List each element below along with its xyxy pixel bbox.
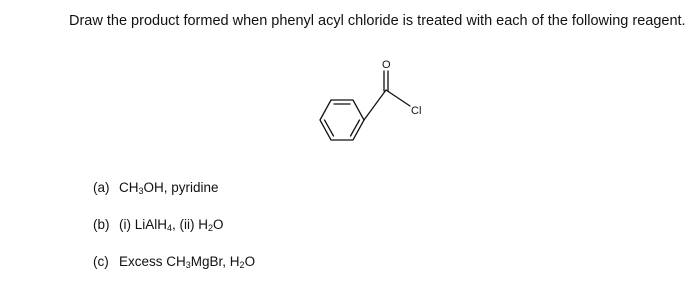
formula-text: OH, pyridine (143, 180, 219, 195)
reagent-letter: (b) (93, 217, 110, 232)
formula-text: , (ii) H (172, 217, 209, 232)
reagent-letter: (c) (93, 254, 109, 269)
reagent-letter: (a) (93, 180, 110, 195)
formula-text: (i) LiAlH (119, 217, 168, 232)
reagent-formula (119, 180, 219, 195)
benzoyl-chloride-structure (310, 50, 440, 160)
formula-text: CH (119, 180, 139, 195)
formula-text: O (244, 254, 256, 269)
formula-subscript: 2 (239, 260, 245, 270)
oxygen-label: O (382, 59, 391, 71)
carbon-chlorine-bond (386, 90, 410, 106)
question-text: Draw the product formed when phenyl acyl chloride is treated with each of the following reagent. (69, 13, 686, 29)
aromatic-double-bond (351, 120, 360, 136)
formula-text: Excess CH (119, 254, 186, 269)
reagent-formula (119, 217, 224, 232)
formula-subscript: 4 (167, 223, 173, 233)
chlorine-label: Cl (411, 105, 422, 117)
formula-subscript: 3 (185, 260, 191, 270)
formula-subscript: 2 (208, 223, 214, 233)
benzene-ring (320, 100, 364, 140)
reagent-formula (119, 254, 255, 269)
formula-text: MgBr, H (190, 254, 240, 269)
ring-carbonyl-bond (364, 90, 386, 120)
reagent-item (93, 254, 255, 269)
formula-text: O (213, 217, 224, 232)
aromatic-double-bond (325, 120, 334, 136)
formula-subscript: 3 (138, 186, 144, 196)
reagent-item (93, 180, 219, 195)
reagent-item (93, 217, 224, 232)
